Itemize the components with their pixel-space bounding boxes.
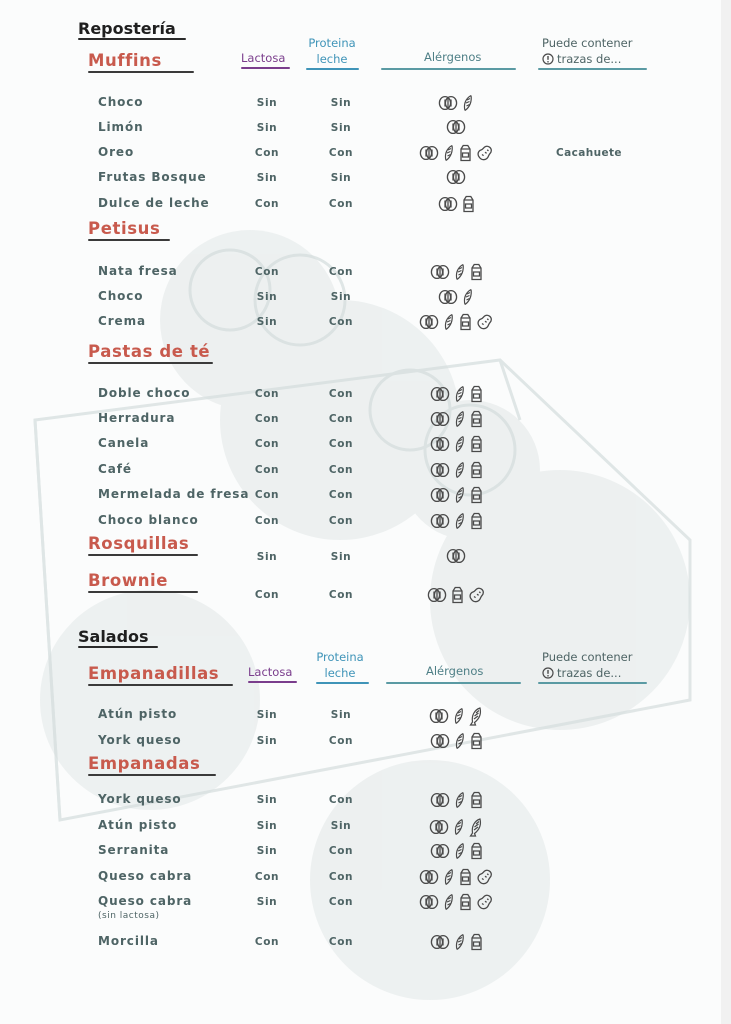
gluten-leaf-icon (454, 435, 466, 453)
lactosa-value: Con (254, 515, 280, 527)
menu-item-row (0, 792, 731, 812)
lactosa-value: Con (254, 147, 280, 159)
proteina-value: Con (328, 735, 354, 747)
milk-carton-icon (451, 586, 464, 604)
proteina-value: Con (328, 316, 354, 328)
trazas-header-rule (538, 68, 647, 70)
menu-item-name: York queso (98, 733, 182, 747)
proteina-value: Con (328, 413, 354, 425)
lactosa-value: Con (254, 266, 280, 278)
milk-carton-icon (459, 144, 472, 162)
proteina-value: Con (328, 936, 354, 948)
proteina-value: Con (328, 266, 354, 278)
peanut-icon (476, 145, 494, 161)
trazas-header-line2-wrap (542, 51, 632, 67)
lactosa-value: Sin (256, 291, 278, 303)
proteina-header (304, 35, 360, 67)
wheat-icon (430, 411, 450, 427)
peanut-icon (476, 869, 494, 885)
allergen-icons (419, 144, 494, 162)
category-values-row (0, 587, 731, 607)
menu-item-row (0, 487, 731, 507)
wheat-icon (430, 487, 450, 503)
warning-icon (542, 52, 557, 66)
trazas-header (542, 649, 632, 681)
menu-item-row (0, 386, 731, 406)
trazas-header-rule (538, 682, 647, 684)
trazas-header-line2: trazas de... (557, 666, 622, 680)
wheat-icon (430, 934, 450, 950)
wheat-icon (429, 819, 449, 835)
allergen-icons (438, 94, 474, 112)
lactosa-value: Con (254, 438, 280, 450)
gluten-leaf-icon (443, 313, 455, 331)
lactosa-header-rule (241, 67, 290, 69)
menu-item-name: Choco (98, 95, 144, 109)
menu-item-name: Frutas Bosque (98, 170, 207, 184)
menu-item-row (0, 314, 731, 334)
lactosa-header: Lactosa (248, 665, 293, 679)
allergen-icons (430, 512, 483, 530)
menu-item-note: (sin lactosa) (98, 911, 160, 921)
wheat-icon (430, 436, 450, 452)
lactosa-value: Sin (256, 97, 278, 109)
milk-carton-icon (470, 732, 483, 750)
proteina-value: Con (328, 438, 354, 450)
wheat-icon (430, 733, 450, 749)
lactosa-value: Sin (256, 316, 278, 328)
menu-item-row (0, 95, 731, 115)
milk-carton-icon (470, 791, 483, 809)
allergen-icons (438, 288, 474, 306)
allergen-icons (430, 732, 483, 750)
wheat-icon (419, 314, 439, 330)
menu-item-name: Doble choco (98, 386, 191, 400)
gluten-leaf-icon (454, 385, 466, 403)
lactosa-value: Con (254, 589, 280, 601)
category-heading (88, 342, 213, 364)
menu-item-name: Canela (98, 436, 150, 450)
allergen-icons (427, 586, 486, 604)
proteina-value: Sin (330, 122, 352, 134)
trazas-header-line2: trazas de... (557, 52, 622, 66)
peanut-icon (468, 587, 486, 603)
lactosa-value: Con (254, 489, 280, 501)
lactosa-value: Sin (256, 122, 278, 134)
lactosa-value: Sin (256, 896, 278, 908)
category-heading (88, 219, 170, 241)
peanut-icon (476, 894, 494, 910)
menu-item-name: Limón (98, 120, 144, 134)
menu-item-name: Atún pisto (98, 818, 178, 832)
milk-carton-icon (470, 385, 483, 403)
gluten-leaf-icon (454, 486, 466, 504)
menu-item-name: Herradura (98, 411, 176, 425)
trazas-header-line1: Puede contener (542, 650, 633, 664)
section-title-underline (78, 646, 158, 648)
lactosa-value: Sin (256, 551, 278, 563)
peanut-icon (476, 314, 494, 330)
trazas-header-line2-wrap (542, 665, 632, 681)
gluten-leaf-icon (454, 791, 466, 809)
lactosa-value: Con (254, 198, 280, 210)
category-heading (88, 664, 233, 686)
proteina-header (312, 649, 368, 681)
alergenos-header-rule (381, 68, 516, 70)
wheat-icon (430, 513, 450, 529)
milk-carton-icon (470, 461, 483, 479)
milk-carton-icon (459, 893, 472, 911)
category-label: Pastas de té (88, 342, 211, 361)
fish-icon (469, 817, 483, 837)
wheat-icon (419, 869, 439, 885)
proteina-value: Con (328, 896, 354, 908)
gluten-leaf-icon (454, 842, 466, 860)
traces-value: Cacahuete (556, 147, 622, 159)
proteina-value: Con (328, 147, 354, 159)
category-heading (88, 754, 216, 776)
menu-item-name: Crema (98, 314, 146, 328)
proteina-header-rule (306, 68, 359, 70)
menu-item-row (0, 145, 731, 165)
category-label: Empanadillas (88, 664, 220, 683)
lactosa-value: Sin (256, 709, 278, 721)
lactosa-value: Con (254, 413, 280, 425)
lactosa-value: Sin (256, 845, 278, 857)
allergen-icons (446, 548, 466, 564)
wheat-icon (430, 843, 450, 859)
section-title: Repostería (78, 19, 176, 38)
proteina-value: Con (328, 388, 354, 400)
fish-icon (469, 706, 483, 726)
allergen-icons (430, 461, 483, 479)
allergen-icons (446, 169, 466, 185)
menu-item-row (0, 196, 731, 216)
category-underline (88, 774, 216, 776)
proteina-value: Con (328, 845, 354, 857)
proteina-value: Con (328, 198, 354, 210)
menu-item-name: Serranita (98, 843, 170, 857)
allergen-icons (419, 313, 494, 331)
alergenos-header-rule (386, 682, 521, 684)
menu-item-row (0, 818, 731, 838)
wheat-icon (430, 264, 450, 280)
menu-item-name: York queso (98, 792, 182, 806)
menu-item-row (0, 843, 731, 863)
milk-carton-icon (462, 195, 475, 213)
menu-item-row (0, 289, 731, 309)
gluten-leaf-icon (454, 410, 466, 428)
allergen-icons (430, 385, 483, 403)
menu-item-name: Queso cabra (98, 869, 193, 883)
lactosa-value: Con (254, 464, 280, 476)
milk-carton-icon (470, 263, 483, 281)
proteina-value: Con (328, 464, 354, 476)
category-label: Rosquillas (88, 534, 190, 553)
wheat-icon (446, 548, 466, 564)
alergenos-header: Alérgenos (426, 664, 484, 678)
menu-item-name: Choco (98, 289, 144, 303)
wheat-icon (446, 169, 466, 185)
wheat-icon (419, 145, 439, 161)
menu-item-row (0, 513, 731, 533)
milk-carton-icon (470, 512, 483, 530)
category-label: Empanadas (88, 754, 201, 773)
gluten-leaf-icon (454, 263, 466, 281)
wheat-icon (419, 894, 439, 910)
milk-carton-icon (470, 410, 483, 428)
wheat-icon (429, 708, 449, 724)
allergen-icons (430, 435, 483, 453)
lactosa-value: Con (254, 388, 280, 400)
trazas-header-line1: Puede contener (542, 36, 633, 50)
menu-item-name: Morcilla (98, 934, 159, 948)
proteina-value: Con (328, 489, 354, 501)
wheat-icon (427, 587, 447, 603)
menu-item-name: Dulce de leche (98, 196, 210, 210)
allergen-icons (419, 868, 494, 886)
menu-item-row (0, 894, 731, 921)
category-underline (88, 684, 233, 686)
gluten-leaf-icon (454, 933, 466, 951)
menu-item-row (0, 869, 731, 889)
gluten-leaf-icon (443, 144, 455, 162)
proteina-value: Sin (330, 172, 352, 184)
gluten-leaf-icon (462, 94, 474, 112)
wheat-icon (446, 119, 466, 135)
wheat-icon (438, 95, 458, 111)
allergen-icons (430, 791, 483, 809)
proteina-value: Sin (330, 820, 352, 832)
proteina-value: Sin (330, 291, 352, 303)
proteina-value: Sin (330, 709, 352, 721)
wheat-icon (438, 196, 458, 212)
proteina-value: Con (328, 589, 354, 601)
milk-carton-icon (470, 486, 483, 504)
lactosa-value: Sin (256, 735, 278, 747)
allergen-icons (430, 263, 483, 281)
allergen-icons (430, 486, 483, 504)
proteina-value: Con (328, 871, 354, 883)
lactosa-value: Sin (256, 794, 278, 806)
menu-item-name: Café (98, 462, 132, 476)
lactosa-header-rule (248, 681, 297, 683)
proteina-header-rule (316, 682, 369, 684)
warning-icon (542, 666, 557, 680)
allergen-icons (438, 195, 475, 213)
allergen-icons (429, 817, 483, 837)
menu-item-row (0, 707, 731, 727)
alergenos-header: Alérgenos (424, 50, 482, 64)
menu-item-row (0, 436, 731, 456)
menu-item-row (0, 264, 731, 284)
menu-item-name: Choco blanco (98, 513, 199, 527)
proteina-value: Sin (330, 97, 352, 109)
wheat-icon (438, 289, 458, 305)
proteina-value: Con (328, 794, 354, 806)
gluten-leaf-icon (453, 818, 465, 836)
milk-carton-icon (470, 435, 483, 453)
gluten-leaf-icon (454, 512, 466, 530)
milk-carton-icon (459, 868, 472, 886)
milk-carton-icon (470, 933, 483, 951)
lactosa-value: Sin (256, 820, 278, 832)
milk-carton-icon (470, 842, 483, 860)
wheat-icon (430, 386, 450, 402)
milk-carton-icon (459, 313, 472, 331)
gluten-leaf-icon (453, 707, 465, 725)
allergen-icons (430, 410, 483, 428)
proteina-value: Con (328, 515, 354, 527)
menu-item-row (0, 934, 731, 954)
allergen-icons (419, 893, 494, 911)
category-label: Muffins (88, 51, 162, 70)
menu-item-row (0, 462, 731, 482)
menu-item-name: Queso cabra (98, 894, 193, 908)
allergen-icons (430, 842, 483, 860)
category-underline (88, 71, 194, 73)
menu-item-row (0, 170, 731, 190)
category-underline (88, 239, 170, 241)
category-label: Petisus (88, 219, 161, 238)
category-values-row (0, 549, 731, 569)
lactosa-value: Con (254, 936, 280, 948)
proteina-header-line1: Proteina (316, 650, 364, 664)
menu-item-row (0, 411, 731, 431)
lactosa-value: Sin (256, 172, 278, 184)
allergen-icons (429, 706, 483, 726)
allergen-icons (430, 933, 483, 951)
gluten-leaf-icon (462, 288, 474, 306)
menu-item-name: Oreo (98, 145, 135, 159)
menu-item-name: Atún pisto (98, 707, 178, 721)
proteina-header-line2: leche (324, 666, 356, 680)
proteina-value: Sin (330, 551, 352, 563)
category-label: Brownie (88, 571, 169, 590)
proteina-header-line2: leche (316, 52, 348, 66)
lactosa-value: Con (254, 871, 280, 883)
allergen-icons (446, 119, 466, 135)
trazas-header (542, 35, 632, 67)
gluten-leaf-icon (454, 461, 466, 479)
category-underline (88, 362, 213, 364)
category-heading (88, 51, 194, 73)
menu-item-row (0, 733, 731, 753)
lactosa-header: Lactosa (241, 51, 286, 65)
section-title: Salados (78, 627, 149, 646)
menu-item-name: Nata fresa (98, 264, 178, 278)
section-title-underline (78, 38, 186, 40)
proteina-header-line1: Proteina (308, 36, 356, 50)
menu-item-name: Mermelada de fresa (98, 487, 250, 501)
menu-item-row (0, 120, 731, 140)
wheat-icon (430, 792, 450, 808)
wheat-icon (430, 462, 450, 478)
gluten-leaf-icon (454, 732, 466, 750)
gluten-leaf-icon (443, 868, 455, 886)
gluten-leaf-icon (443, 893, 455, 911)
